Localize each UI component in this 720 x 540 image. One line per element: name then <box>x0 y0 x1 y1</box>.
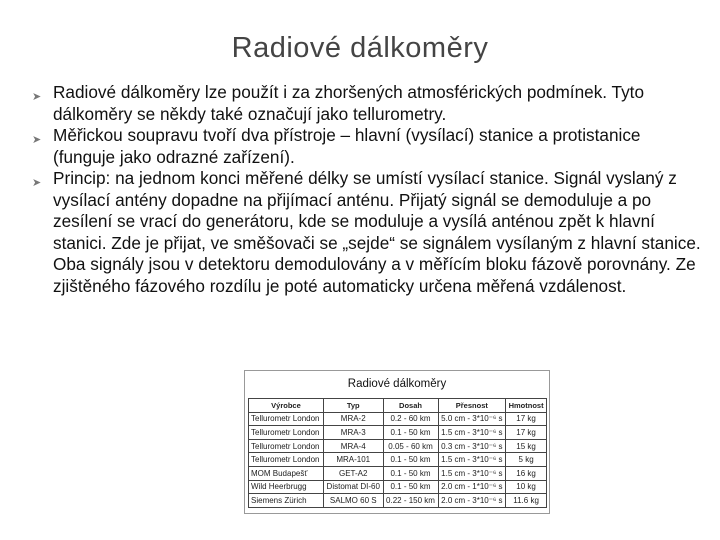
bullet-text: Princip: na jednom konci měřené délky se umístí vysílací stanice. Signál vyslaný z vysílací antény dopadne na přijímací anténu. Přijatý signál se demoduluje a po zesílení se vrací do generátoru, kde se moduluje a vysílá anténou zpět k hlavní stanici. Zde je přijat, ve směšovači se „sejde“ se signálem vysílaným z hlavní stanice. Oba signály jsou v detektoru demodulovány a v měřícím bloku fázově porovnány. Ze zjištěného fázového rozdílu je poté automaticky určena měřená vzdálenost. <box>53 168 701 296</box>
table-cell: MRA-2 <box>323 412 383 426</box>
table-cell: 0.1 - 50 km <box>383 453 438 467</box>
table-cell: Siemens Zürich <box>249 494 324 508</box>
table-row <box>249 466 547 480</box>
table-cell: 17 kg <box>506 426 547 440</box>
bullet-list <box>32 82 707 297</box>
table-cell: 10 kg <box>506 480 547 494</box>
arrow-bullet-icon: ➤ <box>32 177 42 189</box>
table-cell: 1.5 cm - 3*10⁻⁶ s <box>438 426 506 440</box>
table-cell: 0.1 - 50 km <box>383 426 438 440</box>
table-cell: 0.1 - 50 km <box>383 466 438 480</box>
table-row <box>249 439 547 453</box>
table-cell: 16 kg <box>506 466 547 480</box>
column-header: Dosah <box>383 399 438 413</box>
table-cell: 0.1 - 50 km <box>383 480 438 494</box>
table-cell: 0.22 - 150 km <box>383 494 438 508</box>
column-header: Výrobce <box>249 399 324 413</box>
table-cell: 2.0 cm - 3*10⁻⁶ s <box>438 494 506 508</box>
table-cell: 2.0 cm - 1*10⁻⁶ s <box>438 480 506 494</box>
table-row <box>249 494 547 508</box>
table-cell: Tellurometr London <box>249 412 324 426</box>
table-cell: GET-A2 <box>323 466 383 480</box>
table-cell: 17 kg <box>506 412 547 426</box>
bullet-text: Měřickou soupravu tvoří dva přístroje – hlavní (vysílací) stanice a protistanice (funguje jako odrazné zařízení). <box>53 125 641 167</box>
table-cell: Tellurometr London <box>249 426 324 440</box>
slide-title: Radiové dálkoměry <box>231 32 489 64</box>
bullet-item <box>32 125 707 168</box>
table-cell: Tellurometr London <box>249 453 324 467</box>
arrow-bullet-icon: ➤ <box>32 134 42 146</box>
table-cell: MRA-3 <box>323 426 383 440</box>
table-cell: 15 kg <box>506 439 547 453</box>
bullet-text: Radiové dálkoměry lze použít i za zhoršených atmosférických podmínek. Tyto dálkoměry se někdy také označují jako tellurometry. <box>53 82 645 124</box>
table-title: Radiové dálkoměry <box>347 378 447 390</box>
table-row <box>249 412 547 426</box>
table-header-row <box>249 399 547 413</box>
table-cell: 1.5 cm - 3*10⁻⁶ s <box>438 453 506 467</box>
table-cell: 5 kg <box>506 453 547 467</box>
bullet-item <box>32 82 707 125</box>
column-header: Hmotnost <box>506 399 547 413</box>
table-cell: 11.6 kg <box>506 494 547 508</box>
table-row <box>249 480 547 494</box>
bullet-item <box>32 168 707 297</box>
column-header: Typ <box>323 399 383 413</box>
table-row <box>249 426 547 440</box>
rangefinder-table-figure <box>244 370 550 514</box>
table-cell: Wild Heerbrugg <box>249 480 324 494</box>
table-cell: SALMO 60 S <box>323 494 383 508</box>
table-cell: Tellurometr London <box>249 439 324 453</box>
table-row <box>249 453 547 467</box>
table-cell: MRA-4 <box>323 439 383 453</box>
table-cell: 0.05 - 60 km <box>383 439 438 453</box>
table-cell: MRA-101 <box>323 453 383 467</box>
table-cell: Distomat DI-60 <box>323 480 383 494</box>
table-cell: 0.3 cm - 3*10⁻⁶ s <box>438 439 506 453</box>
rangefinder-table <box>248 398 547 508</box>
table-cell: 0.2 - 60 km <box>383 412 438 426</box>
table-cell: 5.0 cm - 3*10⁻⁶ s <box>438 412 506 426</box>
table-cell: 1.5 cm - 3*10⁻⁶ s <box>438 466 506 480</box>
arrow-bullet-icon: ➤ <box>32 91 42 103</box>
table-cell: MOM Budapešť <box>249 466 324 480</box>
column-header: Přesnost <box>438 399 506 413</box>
